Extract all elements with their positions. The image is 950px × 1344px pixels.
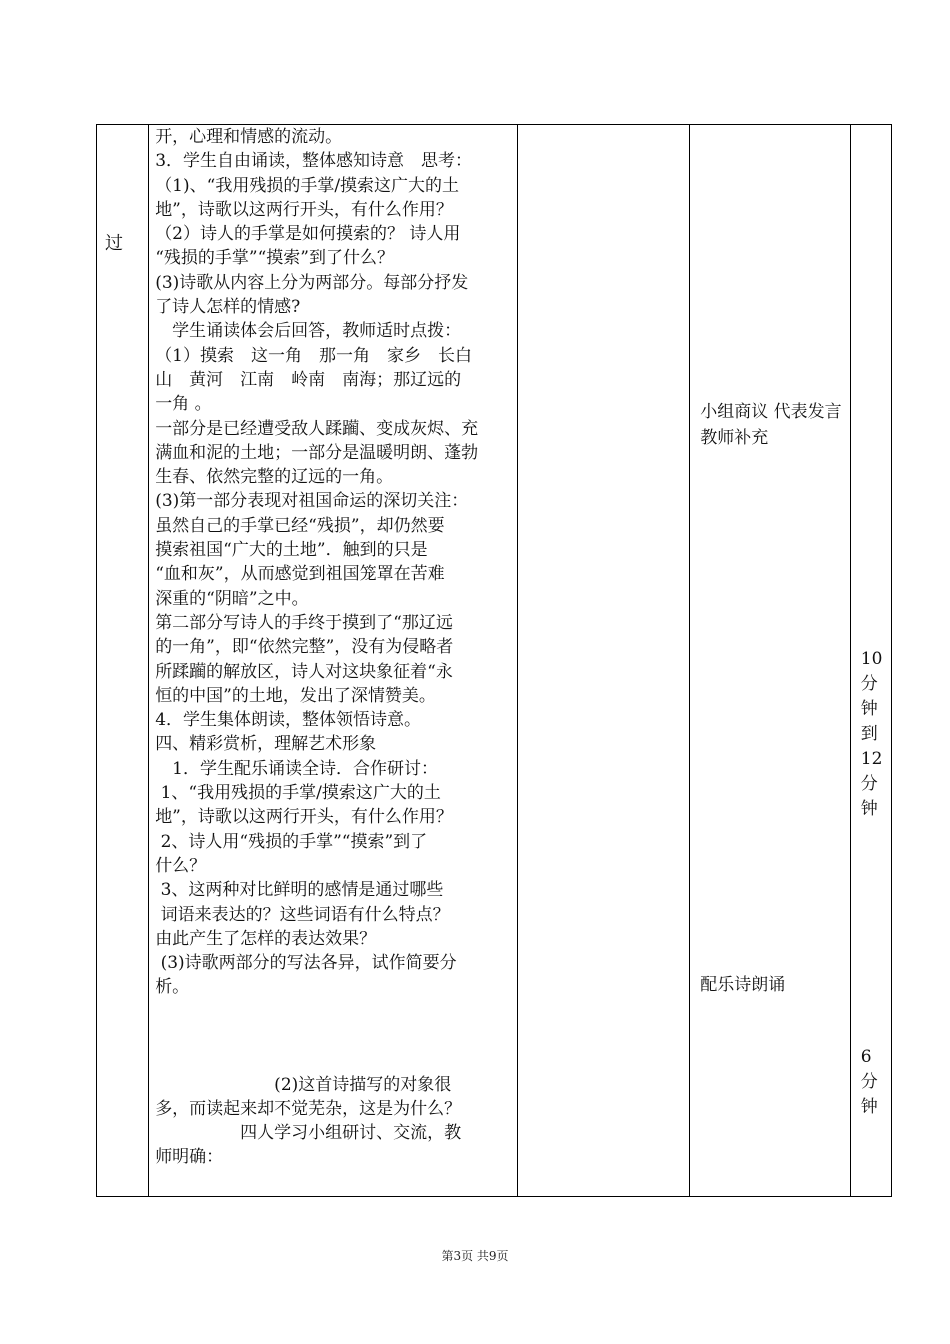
content-line: 摸索祖国“广大的土地”．触到的只是 <box>155 540 428 561</box>
content-line: 恒的中国”的土地，发出了深情赞美。 <box>155 685 436 706</box>
content-line: 了诗人怎样的情感? <box>155 297 301 318</box>
content-line: 一部分是已经遭受敌人蹂躏、变成灰烬、充 <box>155 418 479 439</box>
content-line: （2）诗人的手掌是如何摸索的？ 诗人用 <box>155 224 461 245</box>
content-line <box>155 1024 513 1048</box>
content-line: （1)、“我用残损的手掌/摸索这广大的土 <box>155 175 460 196</box>
content-line: 析。 <box>155 977 190 998</box>
content-line: 多，而读起来却不觉芜杂，这是为什么？ <box>155 1098 462 1119</box>
content-line: 四、精彩赏析，理解艺术形象 <box>155 734 377 755</box>
content-line: 山 黄河 江南 岭南 南海；那辽远的 <box>155 369 462 390</box>
content-line: 地”，诗歌以这两行开头，有什么作用？ <box>155 199 453 220</box>
content-line: “血和灰”，从而感觉到祖国笼罩在苦难 <box>155 564 445 585</box>
content-line: 虽然自己的手掌已经“残损”，却仍然要 <box>155 515 445 536</box>
content-line: 3．学生自由诵读，整体感知诗意 思考： <box>155 151 473 172</box>
time-note-1: 10分钟到12分钟 <box>860 649 883 819</box>
page-footer: 第3页 共9页 <box>441 1249 509 1263</box>
content-line: 满血和泥的土地；一部分是温暖明朗、蓬勃 <box>155 442 479 463</box>
content-line <box>155 1000 513 1024</box>
content-line: 深重的“阴暗”之中。 <box>155 588 309 609</box>
teaching-content <box>155 125 513 1170</box>
student-activity-cell <box>517 125 690 1197</box>
content-cell <box>149 125 517 1197</box>
content-line: 生春、依然完整的辽远的一角。 <box>155 467 394 488</box>
stage-cell <box>97 125 149 1197</box>
content-line: 第二部分写诗人的手终于摸到了“那辽远 <box>155 612 453 633</box>
table-row <box>97 125 892 1197</box>
content-line: (2)这首诗描写的对象很 <box>155 1074 452 1095</box>
content-line: 2、诗人用“残损的手掌”“摸索”到了 <box>155 831 428 852</box>
stage-label: 过 <box>105 233 123 254</box>
content-line: 的一角”，即“依然完整”，没有为侵略者 <box>155 637 454 658</box>
time-note-2: 6分钟 <box>860 1047 878 1117</box>
content-line: 四人学习小组研讨、交流，教 <box>155 1123 462 1144</box>
content-line: （1）摸索 这一角 那一角 家乡 长白 <box>155 345 473 366</box>
content-line: (3)第一部分表现对祖国命运的深切关注： <box>155 491 469 512</box>
content-line: 3、这两种对比鲜明的感情是通过哪些 <box>155 880 444 901</box>
method-note-music-recital: 配乐诗朗诵 <box>700 975 786 995</box>
content-line: 所蹂躏的解放区，诗人对这块象征着“永 <box>155 661 453 682</box>
content-line: 1、“我用残损的手掌/摸索这广大的土 <box>155 783 441 804</box>
content-line <box>155 1048 513 1072</box>
lesson-plan-table <box>96 124 892 1197</box>
content-line: 开，心理和情感的流动。 <box>155 127 343 147</box>
method-cell <box>690 125 851 1197</box>
content-line: 地”，诗歌以这两行开头，有什么作用？ <box>155 807 453 828</box>
method-note-group-discussion: 小组商议 代表发言 教师补充 <box>700 402 842 448</box>
content-line: “残损的手掌”“摸索”到了什么？ <box>155 248 394 269</box>
content-line: 一角 。 <box>155 394 212 415</box>
content-line: 什么？ <box>155 855 207 876</box>
content-line: (3)诗歌从内容上分为两部分。每部分抒发 <box>155 272 469 293</box>
time-cell <box>850 125 891 1197</box>
content-line: (3)诗歌两部分的写法各异，试作简要分 <box>155 953 457 974</box>
content-line: 师明确： <box>155 1147 224 1168</box>
content-line: 词语来表达的？这些词语有什么特点？ <box>155 904 450 925</box>
content-line: 由此产生了怎样的表达效果？ <box>155 928 377 949</box>
content-line: 1．学生配乐诵读全诗．合作研讨： <box>155 758 439 779</box>
content-line: 学生诵读体会后回答，教师适时点拨： <box>155 321 462 342</box>
content-line: 4．学生集体朗读，整体领悟诗意。 <box>155 710 422 731</box>
